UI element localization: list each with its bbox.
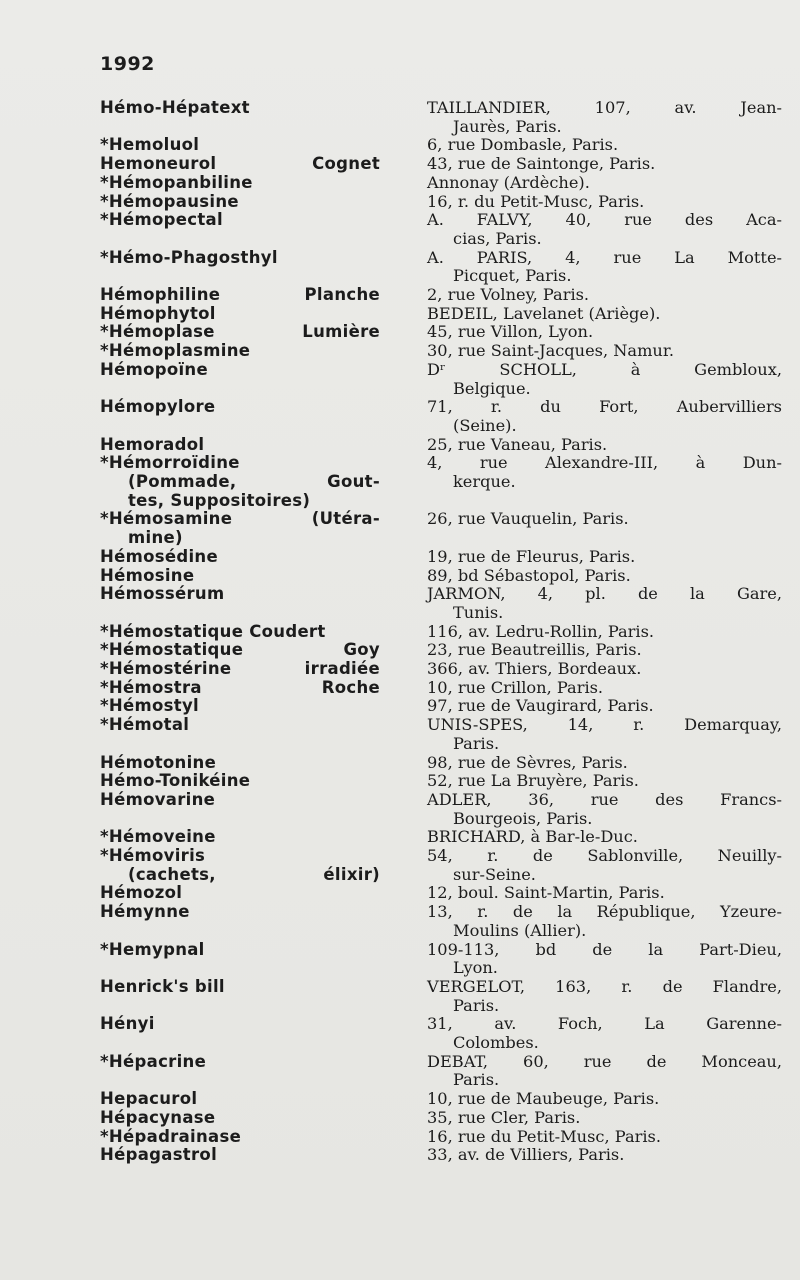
address bbox=[427, 847, 782, 884]
product-name bbox=[100, 623, 380, 642]
address-line: 10, rue Crillon, Paris. bbox=[427, 677, 604, 697]
address bbox=[427, 136, 782, 155]
product-name bbox=[100, 361, 380, 380]
address-line: 13, r. de la République, Yzeure- bbox=[427, 902, 782, 922]
entry-row bbox=[0, 1146, 800, 1165]
address bbox=[427, 941, 782, 978]
product-name-line: Hémophytol bbox=[100, 303, 216, 323]
address bbox=[427, 193, 782, 212]
address bbox=[427, 99, 782, 136]
product-name bbox=[100, 660, 380, 679]
product-name bbox=[100, 155, 380, 174]
product-name-line: Hémo-Tonikéine bbox=[100, 771, 251, 791]
address bbox=[427, 660, 782, 679]
entry-row bbox=[0, 436, 800, 455]
product-name-line: *Hémoplase Lumière bbox=[100, 322, 380, 342]
product-name bbox=[100, 510, 380, 547]
address bbox=[427, 884, 782, 903]
address bbox=[427, 585, 782, 622]
product-name-line: *Hémoplasmine bbox=[100, 341, 251, 361]
product-name-line: Hepacurol bbox=[100, 1089, 198, 1109]
product-name bbox=[100, 754, 380, 773]
product-name bbox=[100, 136, 380, 155]
address-line: kerque. bbox=[453, 472, 516, 491]
address-line: TAILLANDIER, 107, av. Jean- bbox=[427, 98, 782, 117]
entry-row bbox=[0, 193, 800, 212]
entry-row bbox=[0, 1015, 800, 1052]
entry-row bbox=[0, 323, 800, 342]
product-name-line: Hémopylore bbox=[100, 397, 216, 417]
entry-row bbox=[0, 1090, 800, 1109]
product-name bbox=[100, 1053, 380, 1072]
product-name bbox=[100, 716, 380, 735]
address-line: 16, r. du Petit-Musc, Paris. bbox=[427, 191, 645, 211]
address-line: Bourgeois, Paris. bbox=[453, 808, 593, 828]
entry-row bbox=[0, 716, 800, 753]
address-line: UNIS-SPES, 14, r. Demarquay, bbox=[427, 715, 782, 735]
address-line: 19, rue de Fleurus, Paris. bbox=[427, 546, 636, 566]
address-line: JARMON, 4, pl. de la Gare, bbox=[427, 584, 782, 604]
address bbox=[427, 436, 782, 455]
product-name-line: Hémossérum bbox=[100, 584, 225, 604]
product-name bbox=[100, 454, 380, 510]
product-name bbox=[100, 567, 380, 586]
entry-row bbox=[0, 211, 800, 248]
entry-row bbox=[0, 903, 800, 940]
address-line: 52, rue La Bruyère, Paris. bbox=[427, 771, 639, 791]
entry-row bbox=[0, 174, 800, 193]
product-name bbox=[100, 847, 380, 884]
address bbox=[427, 398, 782, 435]
address bbox=[427, 249, 782, 286]
product-name bbox=[100, 323, 380, 342]
product-name-line: Hényi bbox=[100, 1014, 155, 1034]
address-line: 6, rue Dombasle, Paris. bbox=[427, 135, 619, 155]
address bbox=[427, 454, 782, 491]
product-name-line: *Hemypnal bbox=[100, 939, 205, 959]
product-name-line: *Hémostatique Goy bbox=[100, 640, 380, 660]
address-line: 23, rue Beautreillis, Paris. bbox=[427, 640, 642, 660]
product-name bbox=[100, 941, 380, 960]
product-name-line: Hémo-Hépatext bbox=[100, 98, 250, 117]
product-name-line: *Hémostyl bbox=[100, 696, 199, 716]
product-name-line: Hémynne bbox=[100, 902, 190, 922]
address-line: (Seine). bbox=[453, 415, 517, 435]
product-name bbox=[100, 286, 380, 305]
product-name-line: *Hémosamine (Utéra- bbox=[100, 509, 380, 529]
product-name-line: *Hémopausine bbox=[100, 191, 239, 211]
address-line: 2, rue Volney, Paris. bbox=[427, 285, 590, 304]
address-line: Moulins (Allier). bbox=[453, 920, 587, 940]
address-line: 25, rue Vaneau, Paris. bbox=[427, 434, 608, 454]
entry-row bbox=[0, 99, 800, 136]
product-name-line: *Hémoveine bbox=[100, 827, 216, 847]
entry-row bbox=[0, 454, 800, 510]
address-line: 109-113, bd de la Part-Dieu, bbox=[427, 939, 782, 959]
entry-row bbox=[0, 342, 800, 361]
product-name-line: *Hémorroïdine bbox=[100, 453, 240, 473]
address-line: 71, r. du Fort, Aubervilliers bbox=[427, 397, 782, 417]
address bbox=[427, 548, 782, 567]
address bbox=[427, 903, 782, 940]
product-name-line: *Hémoviris bbox=[100, 846, 206, 865]
product-name bbox=[100, 1128, 380, 1147]
product-name bbox=[100, 211, 380, 230]
address-line: sur-Seine. bbox=[453, 864, 536, 884]
product-name-line: *Hémotal bbox=[100, 715, 190, 735]
product-name-line: Hémosédine bbox=[100, 546, 218, 566]
entry-row bbox=[0, 941, 800, 978]
address-line: Paris. bbox=[453, 1070, 500, 1090]
address bbox=[427, 716, 782, 753]
address-line: 16, rue du Petit-Musc, Paris. bbox=[427, 1126, 661, 1146]
address-line: Colombes. bbox=[453, 1033, 539, 1052]
product-name-line: (Pommade, Gout- bbox=[128, 472, 380, 491]
product-name bbox=[100, 1015, 380, 1034]
product-name-line: *Hémopectal bbox=[100, 210, 223, 230]
address bbox=[427, 1090, 782, 1109]
address bbox=[427, 174, 782, 193]
address bbox=[427, 641, 782, 660]
address bbox=[427, 772, 782, 791]
address-line: Belgique. bbox=[453, 378, 531, 398]
entry-row bbox=[0, 679, 800, 698]
address-line: A. FALVY, 40, rue des Aca- bbox=[427, 210, 782, 230]
product-name bbox=[100, 641, 380, 660]
product-name bbox=[100, 791, 380, 810]
address bbox=[427, 1015, 782, 1052]
product-name bbox=[100, 585, 380, 604]
entry-row bbox=[0, 286, 800, 305]
product-name bbox=[100, 436, 380, 455]
address-line: Annonay (Ardèche). bbox=[427, 172, 590, 192]
entry-row bbox=[0, 1053, 800, 1090]
address bbox=[427, 567, 782, 586]
product-name bbox=[100, 249, 380, 268]
product-name bbox=[100, 903, 380, 922]
entry-row bbox=[0, 510, 800, 547]
address-line: ADLER, 36, rue des Francs- bbox=[427, 789, 782, 809]
product-name-line: Hépagastrol bbox=[100, 1145, 218, 1165]
product-name-line: *Hépacrine bbox=[100, 1051, 207, 1071]
product-name bbox=[100, 548, 380, 567]
address-line: 97, rue de Vaugirard, Paris. bbox=[427, 696, 654, 716]
product-name-line: *Hépadrainase bbox=[100, 1126, 242, 1146]
entry-row bbox=[0, 623, 800, 642]
entry-row bbox=[0, 585, 800, 622]
entry-row bbox=[0, 155, 800, 174]
entry-row bbox=[0, 567, 800, 586]
address-line: 366, av. Thiers, Bordeaux. bbox=[427, 659, 642, 678]
address bbox=[427, 1109, 782, 1128]
product-name-line: Hémotonine bbox=[100, 752, 217, 772]
page-number: 1992 bbox=[100, 53, 155, 75]
address-line: 4, rue Alexandre-III, à Dun- bbox=[427, 453, 782, 473]
address-line: 43, rue de Saintonge, Paris. bbox=[427, 154, 656, 174]
address bbox=[427, 155, 782, 174]
entry-row bbox=[0, 1109, 800, 1128]
address-line: 10, rue de Maubeuge, Paris. bbox=[427, 1089, 660, 1109]
address bbox=[427, 754, 782, 773]
address-line: BRICHARD, à Bar-le-Duc. bbox=[427, 827, 638, 847]
entry-row bbox=[0, 847, 800, 884]
address-line: 26, rue Vauquelin, Paris. bbox=[427, 509, 629, 529]
address bbox=[427, 623, 782, 642]
product-name-line: *Hémostatique Coudert bbox=[100, 621, 326, 641]
entry-row bbox=[0, 772, 800, 791]
product-name bbox=[100, 1109, 380, 1128]
product-name bbox=[100, 1146, 380, 1165]
address-line: 89, bd Sébastopol, Paris. bbox=[427, 565, 631, 585]
address-line: 116, av. Ledru-Rollin, Paris. bbox=[427, 621, 655, 641]
entry-row bbox=[0, 884, 800, 903]
product-name-line: Hémophiline Planche bbox=[100, 285, 380, 304]
address bbox=[427, 361, 782, 398]
address bbox=[427, 679, 782, 698]
address bbox=[427, 978, 782, 1015]
address-line: A. PARIS, 4, rue La Motte- bbox=[427, 247, 782, 267]
address-line: 54, r. de Sablonville, Neuilly- bbox=[427, 846, 782, 865]
product-name-line: Hemoradol bbox=[100, 434, 205, 454]
address bbox=[427, 1128, 782, 1147]
address bbox=[427, 305, 782, 324]
address-line: 33, av. de Villiers, Paris. bbox=[427, 1145, 625, 1165]
address-line: Tunis. bbox=[453, 602, 504, 622]
entry-row bbox=[0, 1128, 800, 1147]
product-name bbox=[100, 305, 380, 324]
address-line: Picquet, Paris. bbox=[453, 266, 572, 286]
entry-row bbox=[0, 791, 800, 828]
product-name-line: *Hémostra Roche bbox=[100, 677, 380, 697]
address-line: 31, av. Foch, La Garenne- bbox=[427, 1014, 782, 1034]
address bbox=[427, 697, 782, 716]
product-name bbox=[100, 398, 380, 417]
address-line: Paris. bbox=[453, 995, 500, 1015]
entry-row bbox=[0, 641, 800, 660]
product-name bbox=[100, 99, 380, 118]
address-line: Paris. bbox=[453, 733, 500, 753]
address-line: VERGELOT, 163, r. de Flandre, bbox=[427, 976, 782, 996]
entry-row bbox=[0, 361, 800, 398]
address bbox=[427, 791, 782, 828]
address-line: 30, rue Saint-Jacques, Namur. bbox=[427, 341, 674, 361]
product-name-line: Hemoneurol Cognet bbox=[100, 154, 380, 174]
address-line: Jaurès, Paris. bbox=[453, 116, 562, 136]
address bbox=[427, 510, 782, 529]
product-name-line: mine) bbox=[128, 528, 183, 548]
product-name-line: Henrick's bill bbox=[100, 976, 225, 996]
product-name bbox=[100, 772, 380, 791]
address bbox=[427, 286, 782, 305]
entry-row bbox=[0, 548, 800, 567]
product-name bbox=[100, 342, 380, 361]
product-name-line: *Hémopanbiline bbox=[100, 172, 253, 192]
product-name-line: *Hémo-Phagosthyl bbox=[100, 247, 278, 267]
address bbox=[427, 342, 782, 361]
entry-row bbox=[0, 249, 800, 286]
product-name bbox=[100, 1090, 380, 1109]
product-name bbox=[100, 679, 380, 698]
entry-row bbox=[0, 305, 800, 324]
product-name-line: Hémosine bbox=[100, 565, 195, 585]
address-line: 45, rue Villon, Lyon. bbox=[427, 322, 594, 342]
address-line: DEBAT, 60, rue de Monceau, bbox=[427, 1051, 782, 1071]
address bbox=[427, 211, 782, 248]
address bbox=[427, 323, 782, 342]
address-line: Lyon. bbox=[453, 958, 498, 978]
address-line: Dʳ SCHOLL, à Gembloux, bbox=[427, 359, 782, 379]
address-line: 35, rue Cler, Paris. bbox=[427, 1107, 581, 1127]
product-name-line: *Hémostérine irradiée bbox=[100, 659, 380, 678]
product-name bbox=[100, 884, 380, 903]
product-name-line: *Hemoluol bbox=[100, 135, 200, 155]
address bbox=[427, 1053, 782, 1090]
entry-row bbox=[0, 978, 800, 1015]
product-name-line: Hémovarine bbox=[100, 789, 216, 809]
product-name bbox=[100, 697, 380, 716]
product-name-line: tes, Suppositoires) bbox=[128, 490, 311, 510]
product-name bbox=[100, 174, 380, 193]
product-name-line: (cachets, élixir) bbox=[128, 864, 380, 884]
address-line: BEDEIL, Lavelanet (Ariège). bbox=[427, 303, 661, 323]
product-name-line: Hépacynase bbox=[100, 1107, 216, 1127]
product-name-line: Hémopoïne bbox=[100, 359, 208, 379]
address bbox=[427, 828, 782, 847]
entry-row bbox=[0, 754, 800, 773]
product-name bbox=[100, 193, 380, 212]
product-name bbox=[100, 978, 380, 997]
entry-row bbox=[0, 697, 800, 716]
product-name-line: Hémozol bbox=[100, 883, 183, 903]
entry-row bbox=[0, 660, 800, 679]
product-name bbox=[100, 828, 380, 847]
address-line: cias, Paris. bbox=[453, 228, 542, 248]
address-line: 12, boul. Saint-Martin, Paris. bbox=[427, 883, 665, 903]
address bbox=[427, 1146, 782, 1165]
entry-row bbox=[0, 136, 800, 155]
address-line: 98, rue de Sèvres, Paris. bbox=[427, 752, 628, 772]
entry-row bbox=[0, 398, 800, 435]
entry-row bbox=[0, 828, 800, 847]
